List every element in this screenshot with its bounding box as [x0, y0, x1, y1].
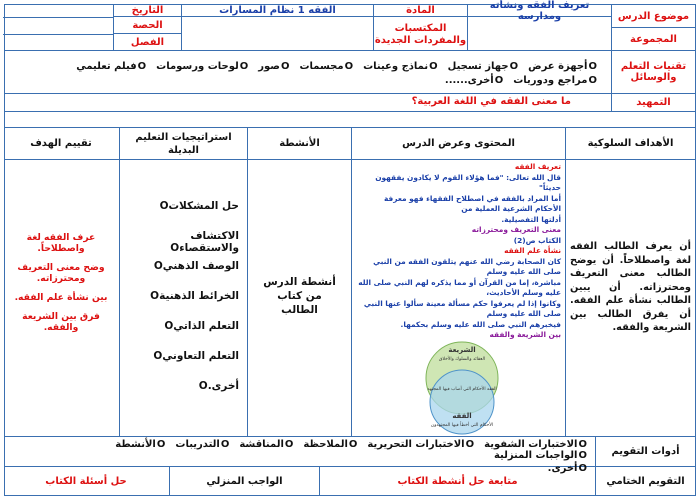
content-line: أما المراد بالفقه في اصطلاح الفقهاء فهو معرفة الأحكام الشرعية العملية من — [383, 193, 561, 213]
lesson-plan-page — [4, 0, 696, 496]
circle-checkbox-icon: O — [156, 439, 166, 450]
homework-value-cell — [3, 467, 169, 496]
final-label-cell — [595, 467, 695, 496]
strategies-cell — [119, 160, 247, 436]
venn-top-title: الشريعة — [448, 346, 476, 354]
teaching-aid-label: نماذج وعينات — [363, 61, 429, 72]
homework-label: الواجب المنزلي — [206, 476, 283, 487]
evaluation-header: تقييم الهدف — [30, 138, 92, 149]
activities-header: الأنشطة — [247, 128, 351, 159]
spacer-row — [5, 112, 695, 128]
period-label: الحصة — [132, 19, 163, 31]
assessment-tool-checkbox[interactable] — [175, 439, 229, 450]
new-vocab-label: المكتسبات والمفردات الجديدة — [374, 23, 467, 46]
content-line: الكتاب ص(2) — [513, 235, 561, 245]
circle-checkbox-icon: O — [153, 260, 163, 272]
lesson-topic-value-cell — [467, 0, 611, 50]
assessment-tool-checkbox[interactable] — [303, 439, 357, 450]
subject-label: المادة — [406, 5, 435, 16]
circle-checkbox-icon: O — [494, 75, 504, 86]
strategy-label: حل المشكلات — [168, 200, 239, 212]
venn-middle-text: الفقه الأحكام التي أصاب فيها المجتهد — [427, 387, 497, 392]
circle-checkbox-icon: O — [588, 75, 597, 86]
teaching-aid-checkbox[interactable] — [528, 61, 597, 72]
circle-checkbox-icon: O — [588, 61, 597, 72]
date-label: التاريخ — [131, 5, 164, 16]
homework-label-cell — [169, 467, 319, 496]
subject-value-cell — [181, 5, 373, 50]
assessment-tool-checkbox[interactable] — [367, 439, 474, 450]
teaching-aid-label: لوحات ورسومات — [156, 61, 239, 72]
assessment-tool-label: الواجبات المنزلية — [493, 450, 578, 461]
assessment-tools-label-cell — [595, 437, 695, 466]
strategy-item[interactable] — [120, 230, 239, 254]
circle-checkbox-icon: O — [578, 450, 587, 461]
teaching-aids-options — [3, 51, 611, 93]
column-header-row — [5, 128, 695, 160]
content-cell — [351, 160, 565, 436]
final-label: التقويم الختامي — [606, 476, 685, 487]
circle-checkbox-icon: O — [198, 380, 208, 392]
strategy-item[interactable] — [154, 260, 239, 272]
teaching-aid-checkbox[interactable] — [445, 75, 503, 86]
assessment-tool-label: أخرى. — [547, 463, 578, 474]
content-line: تعريف الفقه — [514, 162, 561, 171]
venn-top-desc: العقائد والسلوك والأخلاق — [438, 357, 486, 362]
circle-checkbox-icon: O — [348, 439, 358, 450]
circle-checkbox-icon: O — [509, 61, 519, 72]
strategy-item[interactable] — [199, 380, 239, 392]
circle-checkbox-icon: O — [578, 463, 587, 474]
objectives-text: أن يعرف الطالب الفقه لغة واصطلاحاً. أن يوضح الطالب معنى التعريف ومحترزاته. أن يبين الطالب نشأة علم الفقه. أن يفرق الطالب بين الشريعة والفقه. — [570, 241, 691, 333]
teaching-aid-checkbox[interactable] — [363, 61, 438, 72]
main-body-row — [5, 160, 695, 437]
venn-bottom-desc: الأحكام التي أخطأ فيها المجتهدون — [430, 423, 494, 428]
circle-checkbox-icon: O — [170, 242, 180, 254]
content-line: مباشرة، إما من القرآن أو مما يذكره لهم النبي صلى الله عليه وسلم الأحاديث، — [358, 277, 561, 297]
teaching-aid-label: فيلم تعليمي — [76, 61, 137, 72]
teaching-aid-label: أجهزة عرض — [528, 61, 588, 72]
teaching-aid-checkbox[interactable] — [513, 75, 597, 86]
assessment-tools-row — [5, 437, 695, 474]
content-text — [352, 160, 565, 343]
intro-question-cell — [3, 94, 611, 111]
subject-value: الفقه 1 نظام المسارات — [219, 5, 336, 16]
assessment-tool-label: الملاحظة — [303, 439, 348, 450]
assessment-tool-label: الاختبارات التحريرية — [367, 439, 465, 450]
teaching-aid-label: جهاز تسجيل — [447, 61, 509, 72]
teaching-aid-checkbox[interactable] — [448, 61, 518, 72]
strategy-label: التعلم التعاوني — [162, 350, 239, 362]
final-value-cell — [319, 467, 595, 496]
circle-checkbox-icon: O — [578, 439, 587, 450]
intro-question: ما معنى الفقه في اللغة العربية؟ — [411, 96, 571, 107]
content-header: المحتوى وعرض الدرس — [351, 128, 565, 159]
strategy-label: التعلم الذاتي — [173, 320, 239, 332]
strategy-label: الوصف الذهني — [162, 260, 239, 272]
strategy-item[interactable] — [164, 320, 239, 332]
circle-checkbox-icon: O — [220, 439, 230, 450]
content-line: أدلتها التفصيلية. — [501, 214, 561, 224]
evaluation-item: وضح معنى التعريف ومحترزاته. — [17, 262, 105, 284]
assessment-tools-label: أدوات التقويم — [611, 446, 680, 457]
strategies-header: استراتيجيات التعليم البديلة — [119, 128, 247, 159]
circle-checkbox-icon: O — [137, 61, 147, 72]
circle-checkbox-icon: O — [150, 290, 160, 302]
teaching-aids-label-cell — [611, 51, 695, 93]
circle-checkbox-icon: O — [153, 350, 163, 362]
assessment-tool-checkbox[interactable] — [484, 439, 587, 450]
lesson-topic-label: موضوع الدرس — [617, 10, 690, 22]
content-line: كان الصحابة رضي الله عنهم يتلقون الفقه من النبي صلى الله عليه وسلم — [373, 256, 561, 276]
strategy-item[interactable] — [153, 350, 239, 362]
group-label: المجموعة — [630, 34, 677, 45]
strategy-item[interactable] — [160, 200, 239, 212]
evaluation-item: بين نشأة علم الفقه. — [14, 292, 108, 303]
teaching-aid-label: مجسمات — [299, 61, 344, 72]
date-label-cell — [113, 5, 181, 50]
content-line: بين الشريعة والفقه — [489, 330, 561, 339]
activities-text: أنشطة الدرس من كتاب الطالب — [263, 276, 336, 316]
strategy-item[interactable] — [150, 290, 239, 302]
intro-label: التمهيد — [636, 97, 671, 108]
teaching-aid-label: أخرى...... — [444, 75, 494, 86]
activities-cell — [247, 160, 351, 436]
assessment-tool-checkbox[interactable] — [115, 439, 165, 450]
assessment-tool-checkbox[interactable] — [494, 450, 587, 461]
circle-checkbox-icon: O — [344, 61, 354, 72]
content-line: فيخبرهم النبي صلى الله عليه وسلم بحكمها. — [400, 319, 561, 329]
assessment-tool-checkbox[interactable] — [239, 439, 293, 450]
assessment-tools-options — [3, 437, 595, 474]
subject-label-cell — [373, 5, 467, 50]
circle-checkbox-icon: O — [239, 61, 249, 72]
circle-checkbox-icon: O — [164, 320, 174, 332]
homework-value: حل أسئلة الكتاب — [45, 476, 127, 487]
sharia-fiqh-venn-diagram — [410, 338, 520, 436]
strategy-label: الخرائط الذهنية — [159, 290, 239, 302]
circle-checkbox-icon: O — [159, 200, 169, 212]
assessment-tool-label: الأنشطة — [115, 439, 156, 450]
content-line: نشأة علم الفقه — [504, 246, 561, 255]
circle-checkbox-icon: O — [465, 439, 475, 450]
final-value: متابعة حل أنشطة الكتاب — [397, 476, 518, 487]
lesson-topic-label-cell — [611, 5, 695, 50]
assessment-tool-label: التدريبات — [175, 439, 220, 450]
lesson-topic-value: تعريف الفقه ونشأته ومدارسه — [489, 0, 590, 22]
evaluation-cell — [3, 160, 119, 436]
content-line: وكانوا إذا لم يعرفوا حكم مسألة معينة سألوا عنها النبي صلى الله عليه وسلم — [363, 298, 561, 318]
venn-bottom-title: الفقه — [452, 412, 472, 420]
header-row — [5, 0, 695, 51]
teaching-aid-label: مراجع ودوريات — [513, 75, 588, 86]
strategy-label: الاكتشاف والاستقصاء — [179, 230, 239, 254]
teaching-aids-row — [5, 51, 695, 94]
teaching-aid-checkbox[interactable] — [258, 61, 289, 72]
content-line: قال الله تعالى: "فما هؤلاء القوم لا يكادون يفقهون حديثاً" — [375, 172, 561, 192]
evaluation-item: عرف الفقه لغة واصطلاحاً. — [26, 232, 96, 254]
content-line: معنى التعريف ومحترزاته — [471, 225, 561, 234]
circle-checkbox-icon: O — [284, 439, 294, 450]
evaluation-item: فرق بين الشريعة والفقه. — [22, 311, 100, 333]
teaching-aid-checkbox[interactable] — [76, 61, 146, 72]
date-value-cell — [3, 5, 113, 50]
teaching-aid-checkbox[interactable] — [156, 61, 248, 72]
teaching-aids-label: تقنيات التعلم والوسائل — [620, 61, 687, 83]
assessment-tool-label: المناقشة — [239, 439, 284, 450]
strategy-label: أخرى. — [207, 380, 239, 392]
final-evaluation-row — [5, 467, 695, 496]
teaching-aid-label: صور — [258, 61, 280, 72]
teaching-aid-checkbox[interactable] — [299, 61, 353, 72]
intro-row — [5, 94, 695, 112]
circle-checkbox-icon: O — [429, 61, 438, 72]
assessment-tool-label: الاختبارات الشفوية — [484, 439, 578, 450]
objectives-header: الأهداف السلوكية — [565, 128, 695, 159]
class-label: الفصل — [130, 37, 165, 48]
intro-label-cell — [611, 94, 695, 111]
objectives-cell — [565, 160, 695, 436]
circle-checkbox-icon: O — [280, 61, 290, 72]
